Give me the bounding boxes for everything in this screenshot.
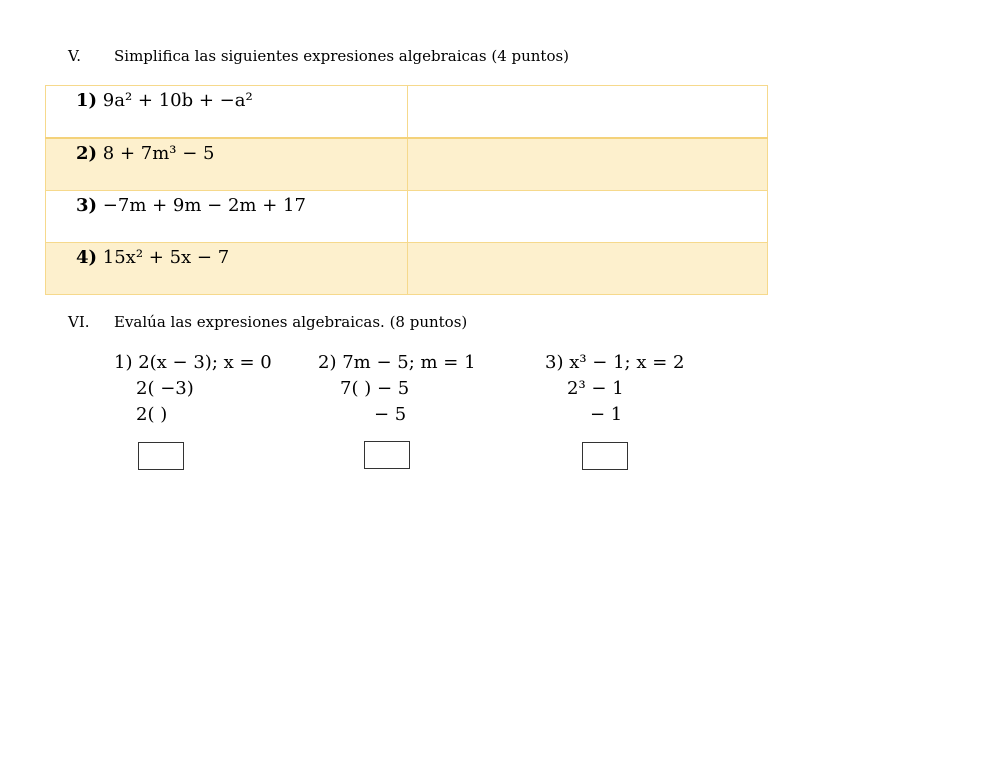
expression-cell: [46, 86, 408, 139]
table-row: [46, 191, 768, 243]
table-row: [46, 243, 768, 295]
problem-header: 2) 7m − 5; m = 1: [318, 352, 476, 373]
answer-input-cell[interactable]: [408, 86, 768, 139]
section-v-number: V.: [68, 47, 81, 65]
expression-cell: [46, 138, 408, 191]
answer-box[interactable]: [364, 441, 410, 469]
problem-step-2: − 1: [590, 404, 623, 425]
expression-text: 9a² + 10b + −a²: [102, 90, 253, 111]
problem-step-1: 2( −3): [136, 378, 194, 399]
answer-box[interactable]: [138, 442, 184, 470]
section-vi-number: VI.: [68, 313, 90, 331]
problem-step-2: − 5: [374, 404, 407, 425]
problem-header: 3) x³ − 1; x = 2: [545, 352, 685, 373]
row-label: 2): [76, 143, 98, 164]
table-row: [46, 138, 768, 191]
problem-step-1: 2³ − 1: [567, 378, 624, 399]
expression-text: 15x² + 5x − 7: [102, 247, 230, 268]
problem-header: 1) 2(x − 3); x = 0: [114, 352, 272, 373]
answer-input-cell[interactable]: [408, 138, 768, 191]
section-v-title: Simplifica las siguientes expresiones algebraicas (4 puntos): [114, 47, 570, 65]
expression-cell: [46, 191, 408, 243]
answer-input-cell[interactable]: [408, 191, 768, 243]
expression-cell: [46, 243, 408, 295]
expression-text: 8 + 7m³ − 5: [102, 143, 215, 164]
section-vi-title: Evalúa las expresiones algebraicas. (8 puntos): [114, 313, 468, 331]
problem-step-2: 2( ): [136, 404, 168, 425]
answer-input-cell[interactable]: [408, 243, 768, 295]
problem-step-1: 7( ) − 5: [340, 378, 410, 399]
row-label: 3): [76, 195, 98, 216]
row-label: 4): [76, 247, 98, 268]
answer-box[interactable]: [582, 442, 628, 470]
simplify-table: [45, 85, 768, 295]
expression-text: −7m + 9m − 2m + 17: [102, 195, 306, 216]
table-row: [46, 86, 768, 139]
row-label: 1): [76, 90, 98, 111]
